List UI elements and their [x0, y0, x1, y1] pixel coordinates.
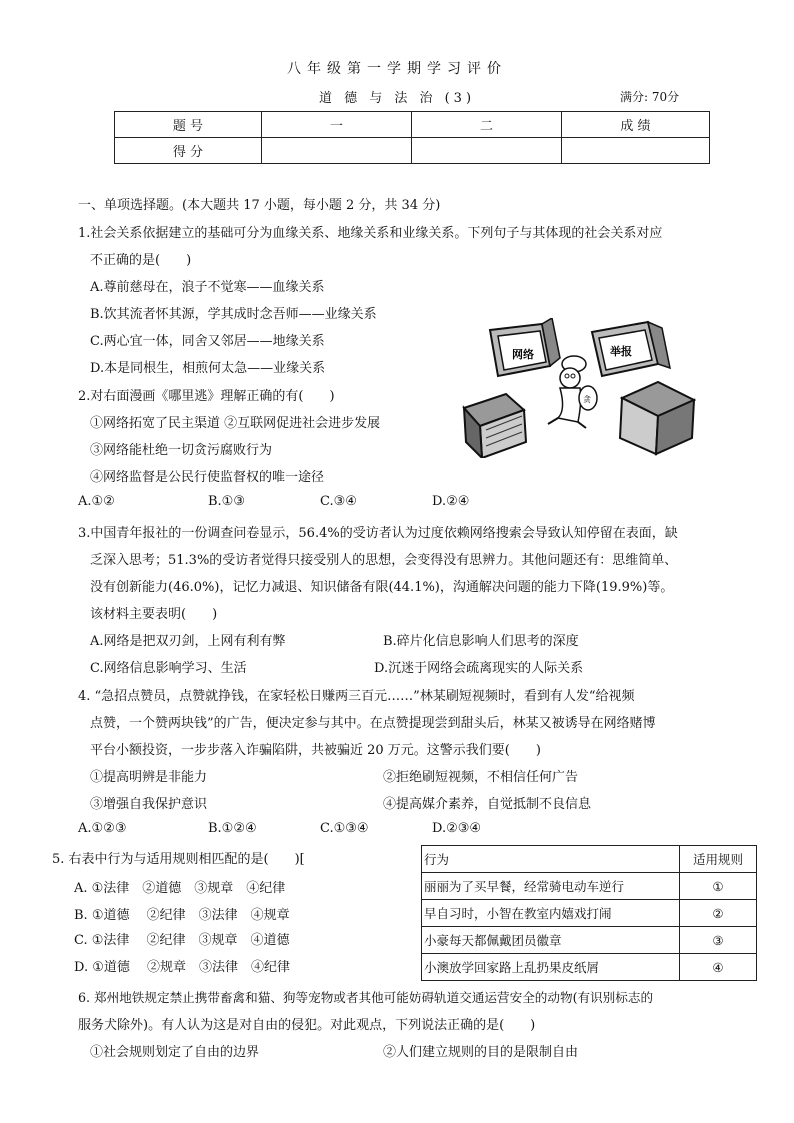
score-table-row [115, 138, 710, 164]
table-header-cell: 适用规则 [680, 846, 757, 873]
q3-option-c: C.网络信息影响学习、生活 [90, 661, 247, 676]
table-row [422, 846, 757, 873]
q3-stem: 3.中国青年报社的一份调查问卷显示，56.4%的受访者认为过度依赖网络搜索会导致认知停留在表面，缺 [78, 526, 678, 541]
table-cell: ① [680, 873, 757, 900]
q2-stem: 2.对右面漫画《哪里逃》理解正确的有( ) [78, 389, 335, 404]
q1-option-a: A.尊前慈母在，浪子不觉寒——血缘关系 [90, 280, 325, 295]
q4-statement: ②拒绝刷短视频，不相信任何广告 [383, 770, 579, 785]
q3-stem: 乏深入思考；51.3%的受访者觉得只接受别人的思想，会变得没有思辨力。其他问题还有：思维简单、 [90, 553, 678, 568]
bottom-right-monitor [620, 382, 694, 454]
score-table-row [115, 112, 710, 138]
q2-option-a: A.①② [78, 494, 115, 509]
left-monitor-label: 网络 [512, 348, 534, 361]
page-title: 八年级第一学期学习评价 [287, 61, 507, 77]
table-row [422, 927, 757, 954]
q4-stem: 平台小额投资，一步步落入诈骗陷阱，共被骗近 20 万元。这警示我们要( ) [90, 743, 541, 758]
q6-stem: 服务犬除外)。有人认为这是对自由的侵犯。对此观点，下列说法正确的是( ) [78, 1018, 536, 1033]
table-row [422, 900, 757, 927]
q5-option-c: C. ①法律 ②纪律 ③规章 ④道德 [74, 933, 290, 948]
q1-option-c: C.两心宜一体，同舍又邻居——地缘关系 [90, 334, 325, 349]
q4-stem: 点赞，一个赞两块钱”的广告，便决定参与其中。在点赞提现尝到甜头后，林某又被诱导在网络赌博 [90, 716, 656, 731]
section-heading: 一、单项选择题。(本大题共 17 小题，每小题 2 分，共 34 分) [78, 198, 441, 213]
q1-stem: 不正确的是( ) [90, 253, 192, 268]
right-monitor-label: 举报 [610, 345, 632, 358]
q1-option-d: D.本是同根生，相煎何太急——业缘关系 [90, 361, 326, 376]
q4-stem: 4. “急招点赞员，点赞就挣钱，在家轻松日赚两三百元……”林某刷短视频时，看到有人发“给视频 [78, 689, 635, 704]
q2-statement: ③网络能杜绝一切贪污腐败行为 [90, 443, 273, 458]
table-row [422, 873, 757, 900]
score-cell: 题 号 [115, 112, 262, 138]
table-row [422, 954, 757, 981]
q3-stem: 该材料主要表明( ) [90, 607, 218, 622]
table-cell: 丽丽为了买早餐，经常骑电动车逆行 [422, 873, 680, 900]
score-cell: 二 [412, 112, 562, 138]
score-cell: 得 分 [115, 138, 262, 164]
q4-option-a: A.①②③ [78, 821, 127, 836]
money-bag-label: 贪 [583, 395, 591, 404]
q2-statement: ④网络监督是公民行使监督权的唯一途径 [90, 470, 325, 485]
cartoon-illustration [462, 318, 696, 458]
q1-option-b: B.饮其流者怀其源，学其成时念吾师——业缘关系 [90, 307, 377, 322]
score-cell [562, 138, 710, 164]
q3-stem: 没有创新能力(46.0%)，记忆力减退、知识储备有限(44.1%)，沟通解决问题的能力下降(19.9%)等。 [90, 580, 674, 595]
q4-statement: ④提高媒介素养，自觉抵制不良信息 [383, 797, 592, 812]
left-monitor [490, 318, 560, 376]
full-mark: 满分: 70分 [620, 90, 680, 104]
q5-option-b: B. ①道德 ②纪律 ③法律 ④规章 [74, 908, 290, 923]
q4-statement: ①提高明辨是非能力 [90, 770, 208, 785]
q2-option-c: C.③④ [320, 494, 357, 509]
subject-subtitle: 道 德 与 法 治 (3) [318, 91, 476, 106]
q2-option-b: B.①③ [208, 494, 245, 509]
table-cell: 早自习时，小智在教室内嬉戏打闹 [422, 900, 680, 927]
q4-option-c: C.①③④ [320, 821, 369, 836]
q3-option-b: B.碎片化信息影响人们思考的深度 [383, 634, 579, 649]
table-header-cell: 行为 [422, 846, 680, 873]
score-cell: 一 [262, 112, 412, 138]
score-table [114, 111, 710, 164]
bottom-left-monitor [464, 394, 526, 458]
q3-option-d: D.沉迷于网络会疏离现实的人际关系 [374, 661, 584, 676]
behavior-rule-table [421, 845, 757, 981]
table-cell: ④ [680, 954, 757, 981]
q6-statement: ①社会规则划定了自由的边界 [90, 1045, 260, 1060]
q4-option-d: D.②③④ [432, 821, 482, 836]
q2-option-d: D.②④ [432, 494, 470, 509]
q5-option-a: A. ①法律 ②道德 ③规章 ④纪律 [74, 881, 286, 896]
score-cell: 成 绩 [562, 112, 710, 138]
score-cell [412, 138, 562, 164]
table-cell: 小澳放学回家路上乱扔果皮纸屑 [422, 954, 680, 981]
q2-statement: ①网络拓宽了民主渠道 ②互联网促进社会进步发展 [90, 416, 381, 431]
score-cell [262, 138, 412, 164]
q3-option-a: A.网络是把双刃剑，上网有利有弊 [90, 634, 286, 649]
fleeing-official [548, 356, 597, 428]
q5-stem: 5. 右表中行为与适用规则相匹配的是( )[ [52, 852, 305, 867]
q5-option-d: D. ①道德 ②规章 ③法律 ④纪律 [74, 960, 291, 975]
q4-statement: ③增强自我保护意识 [90, 797, 208, 812]
q1-stem: 1.社会关系依据建立的基础可分为血缘关系、地缘关系和业缘关系。下列句子与其体现的社会关系对应 [78, 226, 663, 241]
q4-option-b: B.①②④ [208, 821, 257, 836]
table-cell: ③ [680, 927, 757, 954]
table-cell: 小豪每天都佩戴团员徽章 [422, 927, 680, 954]
q6-stem: 6. 郑州地铁规定禁止携带畜禽和猫、狗等宠物或者其他可能妨碍轨道交通运营安全的动物(有识别标志的 [78, 990, 654, 1005]
table-cell: ② [680, 900, 757, 927]
q6-statement: ②人们建立规则的目的是限制自由 [383, 1045, 579, 1060]
